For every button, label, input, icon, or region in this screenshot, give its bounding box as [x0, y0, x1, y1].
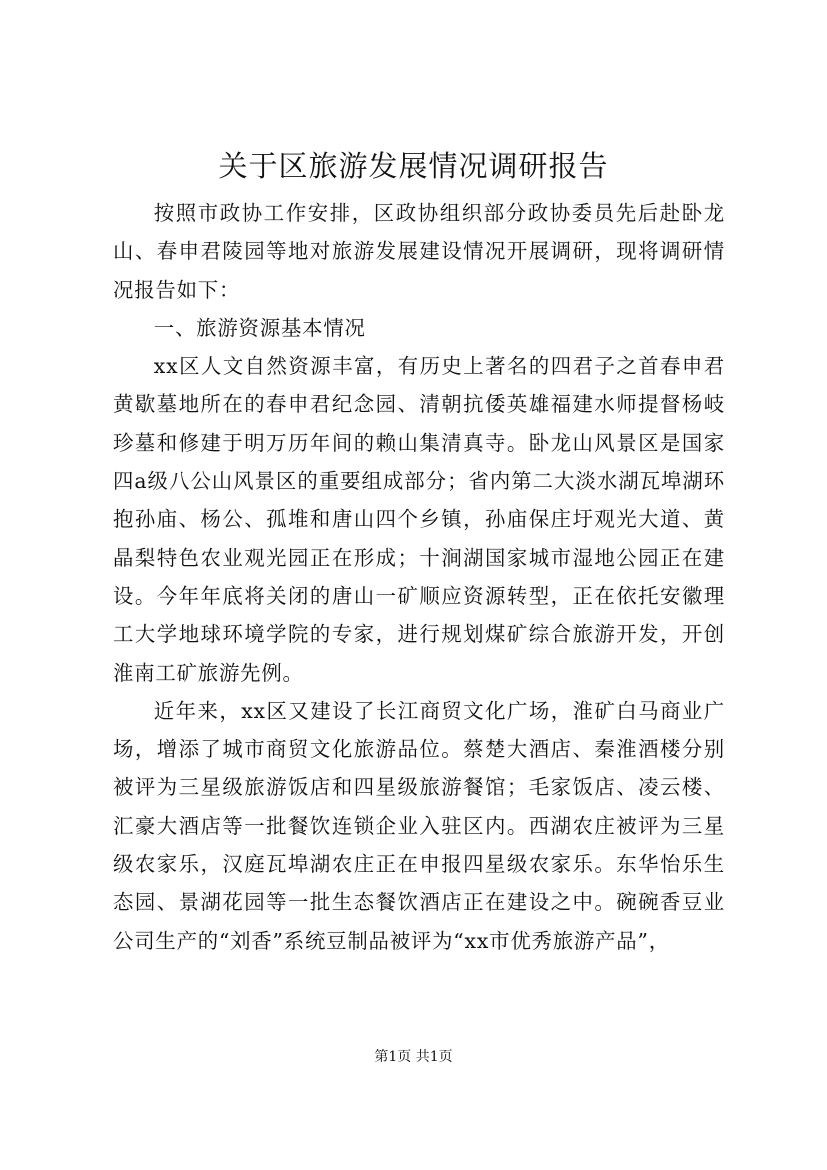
paragraph-intro: 按照市政协工作安排，区政协组织部分政协委员先后赴卧龙山、春申君陵园等地对旅游发展建设情况开展调研，现将调研情况报告如下： [113, 201, 725, 302]
paragraph-recent-development: 近年来，xx区又建设了长江商贸文化广场，淮矿白马商业广场，增添了城市商贸文化旅游品位。蔡楚大酒店、秦淮酒楼分别被评为三星级旅游饭店和四星级旅游餐馆；毛家饭店、凌云楼、汇豪大酒店等一批餐饮连锁企业入驻区内。西湖农庄被评为三星级农家乐，汉庭瓦埠湖农庄正在申报四星级农家乐。东华怡乐生态园、景湖花园等一批生态餐饮酒店正在建设之中。碗碗香豆业公司生产的“刘香”系统豆制品被评为“xx市优秀旅游产品”， [113, 698, 725, 953]
page-number-footer: 第1页 共1页 [374, 1049, 453, 1065]
document-body [113, 194, 725, 960]
document-title: 关于区旅游发展情况调研报告 [218, 149, 609, 183]
paragraph-resources: xx区人文自然资源丰富，有历史上著名的四君子之首春申君黄歇墓地所在的春申君纪念园、清朝抗倭英雄福建水师提督杨岐珍墓和修建于明万历年间的赖山集清真寺。卧龙山风景区是国家四a级八公山风景区的重要组成部分；省内第二大淡水湖瓦埠湖环抱孙庙、杨公、孤堆和唐山四个乡镇，孙庙保庄圩观光大道、黄晶梨特色农业观光园正在形成；十涧湖国家城市湿地公园正在建设。今年年底将关闭的唐山一矿顺应资源转型，正在依托安徽理工大学地球环境学院的专家，进行规划煤矿综合旅游开发，开创淮南工矿旅游先例。 [113, 354, 725, 685]
section-heading: 一、旅游资源基本情况 [153, 315, 366, 340]
